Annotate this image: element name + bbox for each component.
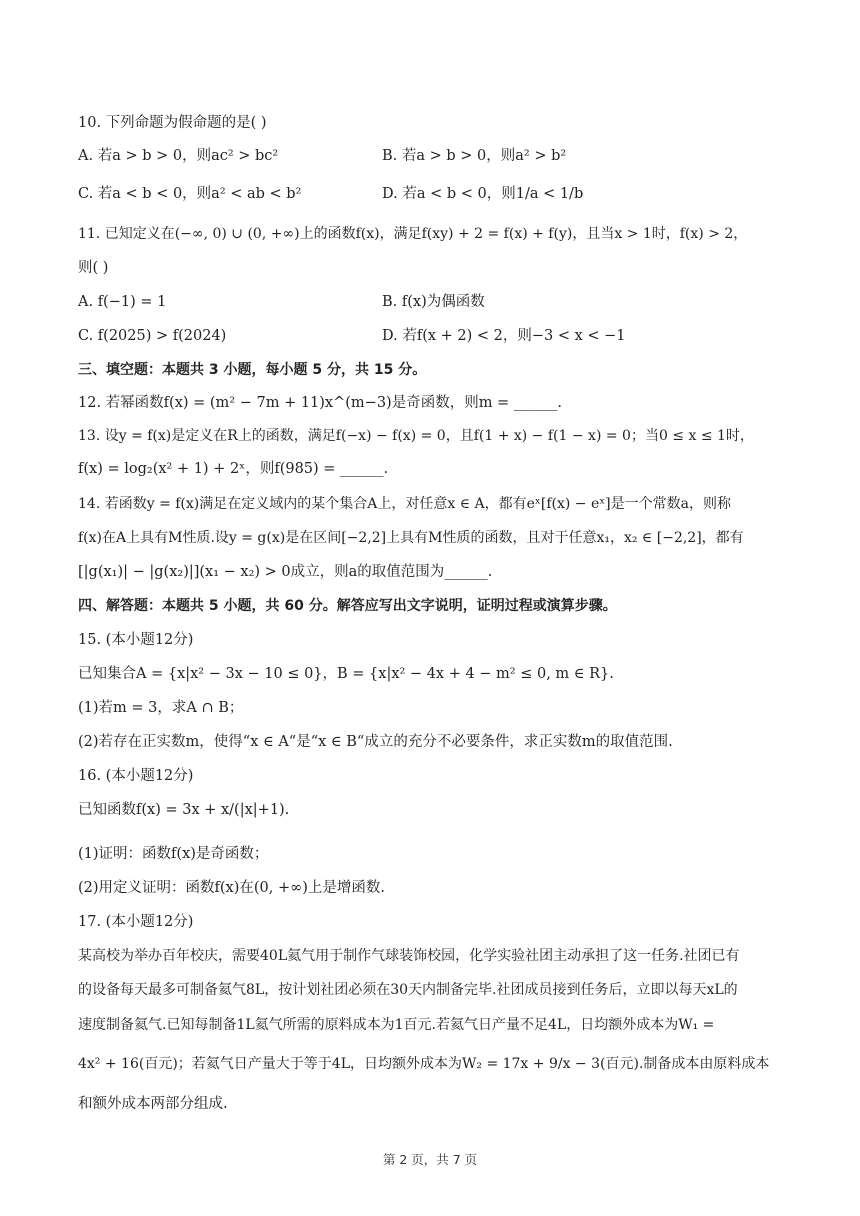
q17-line-1: 某高校为举办百年校庆，需要40L氦气用于制作气球装饰校园，化学实验社团主动承担了这一任务.社团已有 <box>78 948 740 964</box>
q16-line-1: 已知函数f(x) = 3x + x/(|x|+1). <box>78 802 290 818</box>
q15-heading: 15. (本小题12分) <box>78 632 194 648</box>
q17-line-2: 的设备每天最多可制备氦气8L，按计划社团必须在30天内制备完毕.社团成员接到任务后，立即以每天xL的 <box>78 982 738 998</box>
q17-line-3: 速度制备氦气.已知每制备1L氦气所需的原料成本为1百元.若氦气日产量不足4L，日均额外成本为W₁ = <box>78 1017 715 1033</box>
section-4-heading: 四、解答题：本题共 5 小题，共 60 分。解答应写出文字说明，证明过程或演算步骤。 <box>78 598 617 614</box>
section-3-heading: 三、填空题：本题共 3 小题，每小题 5 分，共 15 分。 <box>78 362 427 378</box>
q12-text: 12. 若幂函数f(x) = (m² − 7m + 11)x^(m−3)是奇函数，则m = ______. <box>78 395 562 411</box>
q17-line-5: 和额外成本两部分组成. <box>78 1096 228 1112</box>
q13-line-2: f(x) = log₂(x² + 1) + 2ˣ，则f(985) = ______. <box>78 461 389 477</box>
q11-option-c: C. f(2025) > f(2024) <box>78 328 227 344</box>
q14-line-1: 14. 若函数y = f(x)满足在定义域内的某个集合A上，对任意x ∈ A，都有eˣ[f(x) − eˣ]是一个常数a，则称 <box>78 496 731 512</box>
q11-option-b: B. f(x)为偶函数 <box>382 294 485 310</box>
q11-stem: 11. 已知定义在(−∞, 0) ∪ (0, +∞)上的函数f(x)，满足f(xy) + 2 = f(x) + f(y)，且当x > 1时，f(x) > 2， <box>78 226 748 242</box>
q17-heading: 17. (本小题12分) <box>78 914 194 930</box>
q15-line-3: (2)若存在正实数m，使得“x ∈ A“是“x ∈ B“成立的充分不必要条件，求正实数m的取值范围. <box>78 734 673 750</box>
q17-line-4: 4x² + 16(百元)；若氦气日产量大于等于4L，日均额外成本为W₂ = 17x + 9/x − 3(百元).制备成本由原料成本 <box>78 1056 770 1072</box>
q16-heading: 16. (本小题12分) <box>78 768 194 784</box>
q16-line-3: (2)用定义证明：函数f(x)在(0, +∞)上是增函数. <box>78 880 385 896</box>
q10-option-d: D. 若a < b < 0，则1/a < 1/b <box>382 186 584 202</box>
q15-line-1: 已知集合A = {x|x² − 3x − 10 ≤ 0}，B = {x|x² − 4x + 4 − m² ≤ 0, m ∈ R}. <box>78 666 614 682</box>
q11-option-d: D. 若f(x + 2) < 2，则−3 < x < −1 <box>382 328 626 344</box>
q14-line-3: [|g(x₁)| − |g(x₂)|](x₁ − x₂) > 0成立，则a的取值范围为______. <box>78 564 493 580</box>
q10-option-a: A. 若a > b > 0，则ac² > bc² <box>78 148 279 164</box>
q15-line-2: (1)若m = 3，求A ∩ B； <box>78 700 244 716</box>
q14-line-2: f(x)在A上具有M性质.设y = g(x)是在区间[−2,2]上具有M性质的函数，且对于任意x₁，x₂ ∈ [−2,2]，都有 <box>78 530 744 546</box>
q10-stem: 10. 下列命题为假命题的是( ) <box>78 115 267 131</box>
q10-option-b: B. 若a > b > 0，则a² > b² <box>382 148 567 164</box>
q16-line-2: (1)证明：函数f(x)是奇函数； <box>78 846 269 862</box>
q11-stem-cont: 则( ) <box>78 260 109 276</box>
q13-line-1: 13. 设y = f(x)是定义在R上的函数，满足f(−x) − f(x) = 0，且f(1 + x) − f(1 − x) = 0；当0 ≤ x ≤ 1时， <box>78 428 754 444</box>
page-footer: 第 2 页，共 7 页 <box>382 1152 478 1167</box>
q10-option-c: C. 若a < b < 0，则a² < ab < b² <box>78 186 302 202</box>
q11-option-a: A. f(−1) = 1 <box>78 294 167 310</box>
